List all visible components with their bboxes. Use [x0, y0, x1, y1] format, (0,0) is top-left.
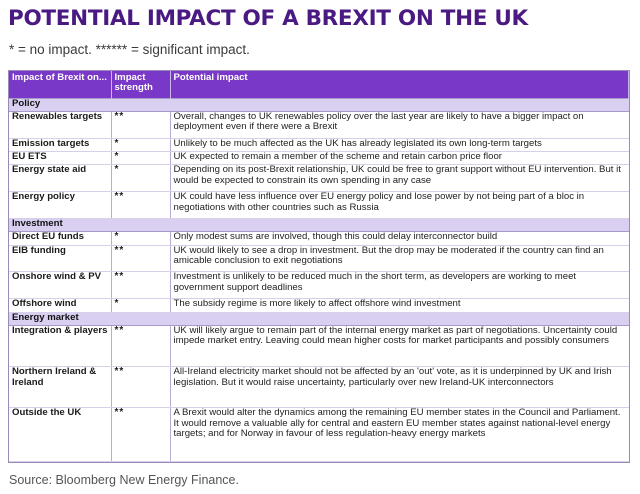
row-impact-text: Depending on its post-Brexit relationship, UK could be free to grant support without EU intervention. But it would be expected to constrain its own spending in any case: [170, 165, 629, 192]
table-row: [9, 152, 629, 165]
row-strength-stars: **: [111, 325, 170, 366]
legend-note: * = no impact. ****** = significant impact.: [9, 42, 250, 57]
row-strength-stars: **: [111, 272, 170, 299]
row-strength-stars: **: [111, 367, 170, 408]
section-label: Investment: [9, 218, 629, 231]
impact-table: [9, 71, 629, 462]
row-item: Energy state aid: [9, 165, 111, 192]
row-strength-stars: **: [111, 111, 170, 138]
table-row: [9, 272, 629, 299]
table-row: [9, 165, 629, 192]
row-strength-stars: **: [111, 408, 170, 462]
table-body: [9, 98, 629, 462]
row-impact-text: Overall, changes to UK renewables policy over the last year are likely to have a bigger impact on deployment even if there were a Brexit: [170, 111, 629, 138]
row-strength-stars: **: [111, 192, 170, 219]
row-strength-stars: *: [111, 152, 170, 165]
row-impact-text: UK expected to remain a member of the scheme and retain carbon price floor: [170, 152, 629, 165]
row-impact-text: A Brexit would alter the dynamics among the remaining EU member states in the Council and Parliament. It would remove a valuable ally for central and eastern EU member states against national-level energy targets; and for Norway in favour of less regulation-heavy energy markets: [170, 408, 629, 462]
table-row: [9, 245, 629, 272]
row-item: EIB funding: [9, 245, 111, 272]
row-item: EU ETS: [9, 152, 111, 165]
row-item: Direct EU funds: [9, 232, 111, 245]
row-item: Renewables targets: [9, 111, 111, 138]
table-row: [9, 138, 629, 151]
section-header: [9, 218, 629, 231]
table-header-row: [9, 71, 629, 98]
table-row: [9, 408, 629, 462]
row-item: Northern Ireland & Ireland: [9, 367, 111, 408]
section-label: Policy: [9, 98, 629, 111]
row-impact-text: Only modest sums are involved, though this could delay interconnector build: [170, 232, 629, 245]
row-impact-text: Investment is unlikely to be reduced much in the short term, as developers are working to meet government support deadlines: [170, 272, 629, 299]
row-item: Energy policy: [9, 192, 111, 219]
impact-table-container: [8, 70, 630, 463]
table-row: [9, 367, 629, 408]
table-row: [9, 232, 629, 245]
header-potential-impact: Potential impact: [170, 71, 629, 98]
table-row: [9, 192, 629, 219]
row-item: Onshore wind & PV: [9, 272, 111, 299]
source-note: Source: Bloomberg New Energy Finance.: [9, 473, 239, 487]
row-impact-text: All-Ireland electricity market should not be affected by an 'out' vote, as it is underpinned by UK and Irish legislation. But it would raise uncertainty, particularly over new Ireland-UK interconnectors: [170, 367, 629, 408]
row-strength-stars: *: [111, 165, 170, 192]
row-strength-stars: **: [111, 245, 170, 272]
row-strength-stars: *: [111, 299, 170, 312]
row-item: Outside the UK: [9, 408, 111, 462]
row-impact-text: The subsidy regime is more likely to affect offshore wind investment: [170, 299, 629, 312]
header-impact-on: Impact of Brexit on...: [9, 71, 111, 98]
table-row: [9, 325, 629, 366]
row-item: Integration & players: [9, 325, 111, 366]
row-impact-text: UK will likely argue to remain part of the internal energy market as part of negotiations. Uncertainty could impede market entry. Leaving could mean higher costs for market participants and possibly consumers: [170, 325, 629, 366]
row-item: Offshore wind: [9, 299, 111, 312]
section-header: [9, 312, 629, 325]
section-label: Energy market: [9, 312, 629, 325]
header-strength: Impact strength: [111, 71, 170, 98]
table-row: [9, 299, 629, 312]
section-header: [9, 98, 629, 111]
row-strength-stars: *: [111, 232, 170, 245]
row-item: Emission targets: [9, 138, 111, 151]
row-impact-text: Unlikely to be much affected as the UK has already legislated its own long-term targets: [170, 138, 629, 151]
row-impact-text: UK would likely to see a drop in investment. But the drop may be moderated if the country can find an amicable conclusion to exit negotiations: [170, 245, 629, 272]
page-title: POTENTIAL IMPACT OF A BREXIT ON THE UK: [8, 6, 528, 31]
row-impact-text: UK could have less influence over EU energy policy and lose power by not being part of a bloc in negotiations with other countries such as Russia: [170, 192, 629, 219]
row-strength-stars: *: [111, 138, 170, 151]
table-row: [9, 111, 629, 138]
